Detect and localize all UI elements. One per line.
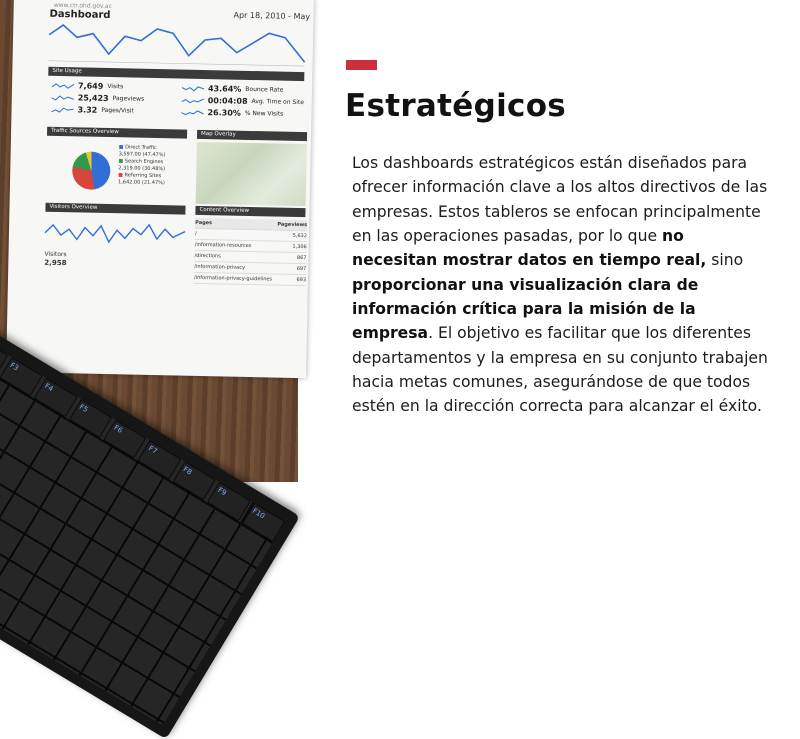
paragraph-text-2: sino [706,251,744,270]
key-f5: F5 [69,399,113,438]
accent-bar [346,60,377,70]
stat-pageviews: 25,423 Pageviews [52,93,145,104]
sheet-date: Apr 18, 2010 - May [233,10,311,22]
visitors-line-chart [45,215,186,252]
key-f7: F7 [138,440,182,479]
dashboard-photo [0,0,311,521]
stat-new-visits: 26.30% % New Visits [181,108,283,119]
traffic-legend [118,144,166,187]
content-table [194,218,307,286]
legend-search: ■ Search Engines 2,319.00 (30.48%) [118,158,166,173]
paragraph-text-1: Los dashboards estratégicos están diseñados para ofrecer información clave a los altos directivos de las empresas. Estos tableros se enfocan principalmente en las operaciones pasadas, por lo que [352,154,768,246]
slide-title: Estratégicos [345,88,567,124]
sparkline-icon [52,93,74,101]
paragraph-text-3: . El objetivo es facilitar que los diferentes departamentos y la empresa en su conjunto trabajen hacia metas comunes, asegurándose de que todos estén en la dirección correcta para alcanzar el éxito. [352,324,768,416]
site-usage-header: Site Usage [48,67,304,81]
slide-paragraph [352,151,772,419]
stat-pages-visit: 3.32 Pages/Visit [51,105,133,116]
sheet-title: Dashboard [49,8,111,22]
visits-line-chart [49,19,306,68]
stat-bounce-rate: 43.64% Bounce Rate [182,84,284,95]
stat-visits: 7,649 Visits [52,81,123,91]
table-row: /information-privacy-guidelines 693 [194,273,306,286]
key-f9: F9 [207,482,251,521]
key-f3: F3 [0,357,43,396]
table-row: / 5,632 [195,229,307,242]
sparkline-icon [51,105,73,113]
map-overlay [196,142,307,206]
sparkline-icon [182,84,204,92]
sparkline-icon [181,108,203,116]
table-row: /information-privacy 697 [194,262,306,275]
visitors-total: Visitors 2,958 [44,250,67,268]
key-f8: F8 [172,461,216,500]
printed-dashboard-sheet [6,0,314,378]
table-row: /information-resources 1,306 [195,240,307,253]
stat-avg-time: 00:04:08 Avg. Time on Site [182,96,304,108]
paragraph-bold-1: no necesitan mostrar datos en tiempo real, [352,227,707,270]
legend-referring: ■ Referring Sites 1,642.00 (21.47%) [117,172,165,187]
table-header: Pages Pageviews [195,218,307,231]
legend-direct: ■ Direct Traffic 3,597.00 (47.47%) [118,144,166,159]
traffic-sources-header: Traffic Sources Overview [47,127,187,139]
paragraph-bold-2: proporcionar una visualización clara de información crítica para la misión de la empresa [352,275,699,343]
key-f6: F6 [103,419,147,458]
visitors-overview-header: Visitors Overview [45,203,185,215]
key-f4: F4 [34,378,78,417]
sparkline-icon [52,81,74,89]
sheet-url: www.ctr.ohd.gov.ac [53,1,112,11]
table-row: /directions 867 [194,251,306,264]
sparkline-icon [182,96,204,104]
key-f10: F10 [242,503,286,542]
map-overlay-header: Map Overlay [197,130,307,141]
content-overview-header: Content Overview [195,206,305,217]
traffic-pie-chart [72,151,111,190]
